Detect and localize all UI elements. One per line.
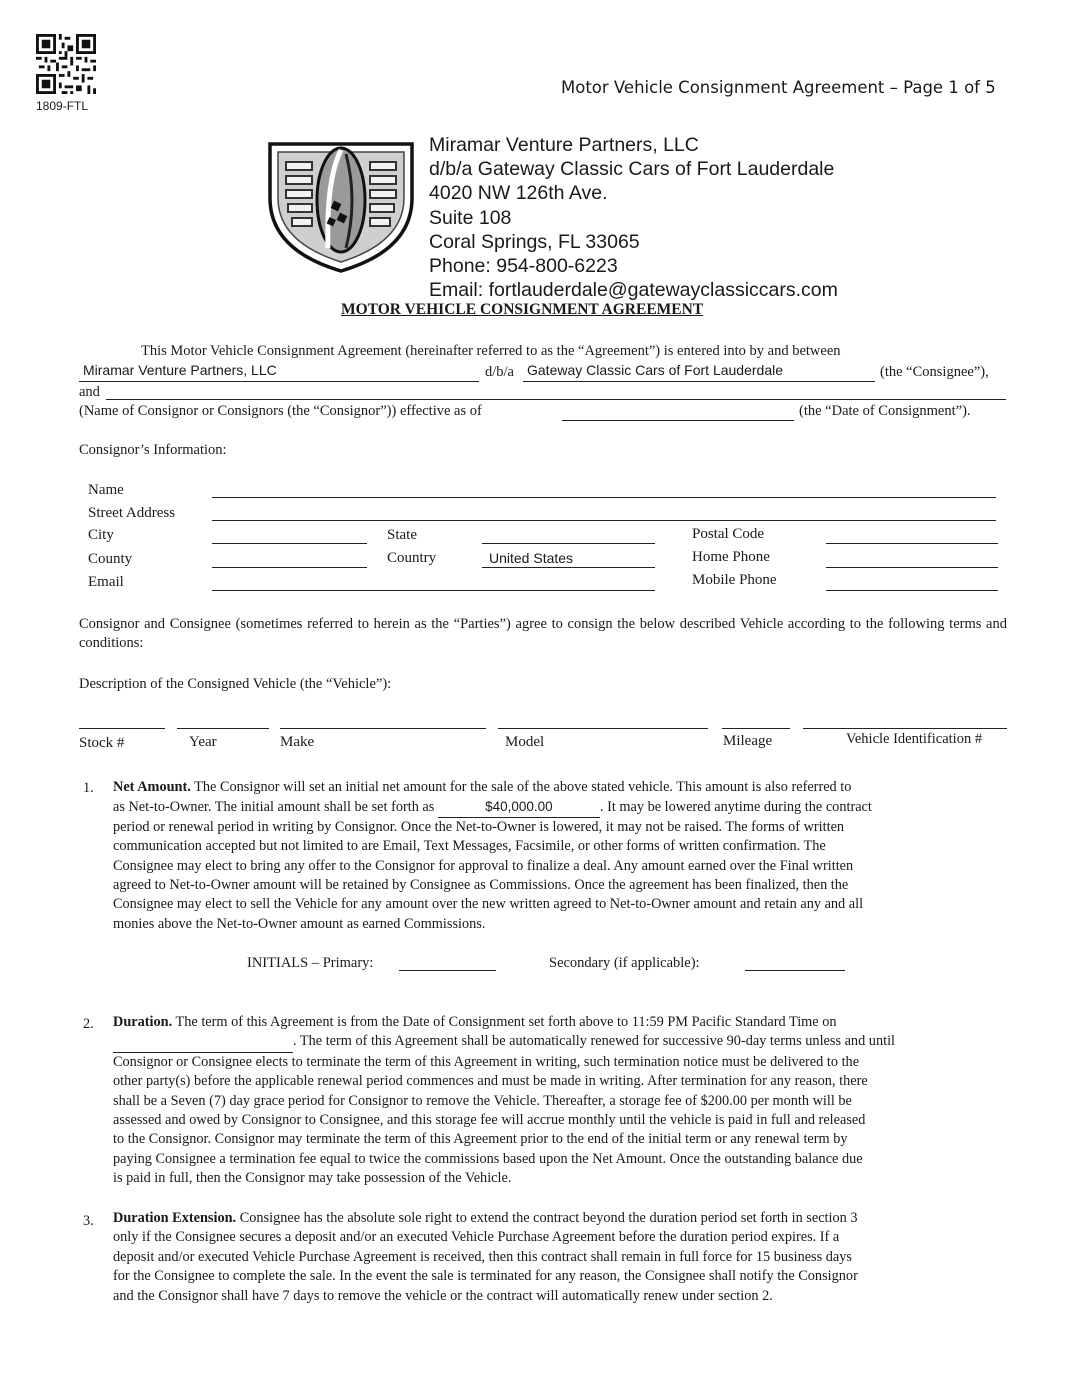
company-dba: d/b/a Gateway Classic Cars of Fort Lauderdale [429, 158, 835, 181]
qr-code [36, 34, 96, 94]
stock-line[interactable] [79, 728, 165, 729]
mobile-phone-label: Mobile Phone [692, 572, 777, 588]
stock-label: Stock # [79, 735, 125, 751]
name-line[interactable] [212, 497, 996, 498]
initials-primary-label: INITIALS – Primary: [247, 955, 374, 971]
section2-title: Duration. [113, 1014, 173, 1030]
county-label: County [88, 551, 133, 567]
vin-line[interactable] [803, 728, 1007, 729]
form-code: 1809-FTL [36, 99, 89, 113]
home-phone-label: Home Phone [692, 549, 770, 565]
duration-end-date-line[interactable] [113, 1032, 293, 1052]
consignee-suffix: (the “Consignee”), [880, 364, 989, 380]
parties-text: Consignor and Consignee (sometimes referred to herein as the “Parties”) agree to consign the below described Vehicle according to the following terms and conditions: [79, 616, 1007, 652]
vehicle-heading: Description of the Consigned Vehicle (the “Vehicle”): [79, 676, 392, 692]
year-label: Year [189, 734, 217, 750]
company-logo [266, 140, 416, 275]
country-value: United States [489, 550, 574, 566]
dba-line[interactable] [523, 381, 875, 382]
company-phone: Phone: 954-800-6223 [429, 255, 618, 278]
date-of-consignment-line[interactable] [562, 420, 794, 421]
section3-title: Duration Extension. [113, 1210, 237, 1226]
consignor-name-line[interactable] [106, 399, 1006, 400]
section1-number: 1. [83, 780, 94, 796]
company-address2: Suite 108 [429, 206, 512, 229]
vin-label: Vehicle Identification # [846, 731, 983, 747]
consignee-name-line[interactable] [79, 381, 479, 382]
consignor-info-heading: Consignor’s Information: [79, 442, 227, 458]
county-line[interactable] [212, 567, 367, 568]
country-label: Country [387, 550, 437, 566]
section2-number: 2. [83, 1016, 94, 1032]
model-label: Model [505, 734, 545, 750]
make-line[interactable] [280, 728, 486, 729]
email-line[interactable] [212, 590, 655, 591]
year-line[interactable] [177, 728, 269, 729]
city-line[interactable] [212, 543, 367, 544]
net-amount-value[interactable]: $40,000.00 [438, 797, 600, 817]
intro-line3-b: (the “Date of Consignment”). [799, 403, 971, 419]
make-label: Make [280, 734, 315, 750]
name-label: Name [88, 482, 124, 498]
and-label: and [79, 384, 100, 400]
state-line[interactable] [482, 543, 655, 544]
postal-code-line[interactable] [826, 543, 998, 544]
section3-body: Duration Extension. Consignee has the absolute sole right to extend the contract beyond the duration period set forth in section 3 only if the Consignee secures a deposit and/or an executed Vehicle Purchase Agreement before the duration period expires. If a deposit and/or executed Vehicle Purchase Agreement is received, then this contract shall remain in full force for 15 business days for the Consignee to complete the sale. In the event the sale is terminated for any reason, the Consignee shall notify the Consignor and the Consignor shall have 7 days to remove the vehicle or the contract will automatically renew under section 2. [113, 1210, 858, 1304]
dba-label: d/b/a [485, 364, 514, 380]
company-email: Email: fortlauderdale@gatewayclassiccars.com [429, 279, 838, 302]
section1-title: Net Amount. [113, 779, 191, 795]
street-line[interactable] [212, 520, 996, 521]
initials-secondary-label: Secondary (if applicable): [549, 955, 700, 971]
section1-body: Net Amount. The Consignor will set an initial net amount for the sale of the above stated vehicle. This amount is also referred to as Net-to-Owner. The initial amount shall be set forth as $40,000.00 . It may be lowered anytime during the contract period or renewal period in writing by Consignor. Once the Net-to-Owner is lowered, it may not be raised. The forms of written communication accepted but not limited to are Email, Text Messages, Facsimile, or other forms of written confirmation. The Consignee may elect to bring any offer to the Consignor for approval to finalize a deal. Any amount earned over the Final written agreed to Net-to-Owner amount will be retained by Consignee as Commissions. Once the agreement has been finalized, then the Consignee may elect to sell the Vehicle for any amount over the new written agreed to Net-to-Owner amount and retain any and all monies above the Net-to-Owner amount as earned Commissions. [113, 779, 872, 932]
company-info [429, 133, 889, 302]
section2-body: Duration. The term of this Agreement is from the Date of Consignment set forth above to 11:59 PM Pacific Standard Time on . The term of this Agreement shall be automatically renewed for successive 90-day terms unless and until Consignor or Consignee elects to terminate the term of this Agreement in writing, such termination notice must be delivered to the other party(s) before the applicable renewal period commences and must be made in writing. After termination for any reason, there shall be a Seven (7) day grace period for Consignor to remove the Vehicle. Thereafter, a storage fee of $200.00 per month will be assessed and owed by Consignor to Consignee, and this storage fee will accrue monthly until the vehicle is paid in full and released to the Consignor. Consignor may terminate the term of this Agreement prior to the end of the initial term or any renewal term by paying Consignee a termination fee equal to twice the commissions based upon the Net Amount. Once the outstanding balance due is paid in full, then the Consignor may take possession of the Vehicle. [113, 1014, 896, 1187]
mobile-phone-line[interactable] [826, 590, 998, 591]
page-title: Motor Vehicle Consignment Agreement – Page 1 of 5 [561, 78, 996, 97]
street-label: Street Address [88, 505, 176, 521]
intro-line1: This Motor Vehicle Consignment Agreement (hereinafter referred to as the “Agreement”) is entered into by and between [141, 343, 841, 359]
state-label: State [387, 527, 417, 543]
dba-value: Gateway Classic Cars of Fort Lauderdale [527, 362, 783, 378]
mileage-label: Mileage [723, 733, 773, 749]
company-name: Miramar Venture Partners, LLC [429, 134, 699, 156]
consignee-name-value: Miramar Venture Partners, LLC [83, 362, 277, 378]
company-address1: 4020 NW 126th Ave. [429, 182, 608, 205]
country-line[interactable] [482, 567, 655, 568]
mileage-line[interactable] [722, 728, 790, 729]
email-label: Email [88, 574, 124, 590]
initials-secondary-line[interactable] [745, 970, 845, 971]
home-phone-line[interactable] [826, 567, 998, 568]
intro-line3-a: (Name of Consignor or Consignors (the “Consignor”)) effective as of [79, 403, 482, 419]
city-label: City [88, 527, 114, 543]
initials-primary-line[interactable] [399, 970, 496, 971]
company-city-state-zip: Coral Springs, FL 33065 [429, 230, 640, 253]
document-title: MOTOR VEHICLE CONSIGNMENT AGREEMENT [341, 301, 704, 318]
postal-code-label: Postal Code [692, 526, 765, 542]
model-line[interactable] [498, 728, 708, 729]
section3-number: 3. [83, 1213, 94, 1229]
